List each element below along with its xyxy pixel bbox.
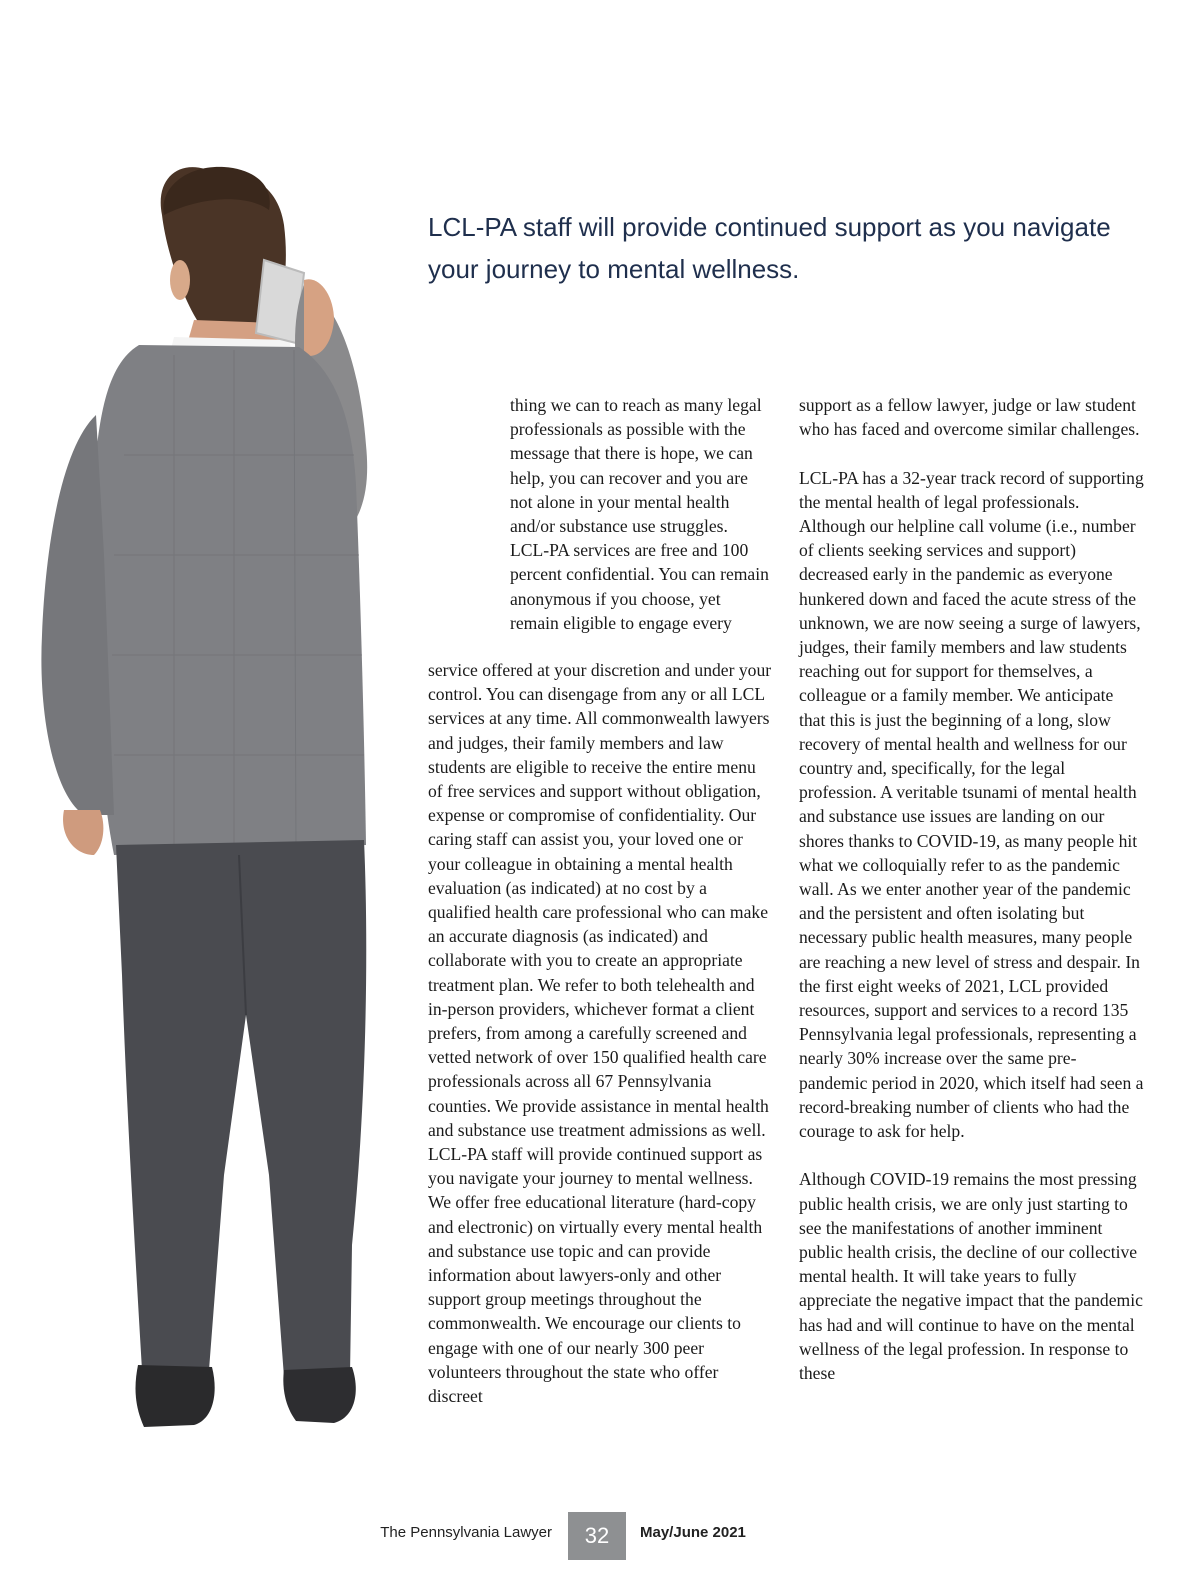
- column1-body-text: service offered at your discretion and under your control. You can disengage from any or all LCL services at any time. All commonwealth lawyers and judges, their family members and law students are eligible to receive the entire menu of free services and support without obligation, expense or compromise of confidentiality. Our caring staff can assist you, your loved one or your colleague in obtaining a mental health evaluation (as indicated) at no cost by a qualified health care professional who can make an accurate diagnosis (as indicated) and collaborate with you to create an appropriate treatment plan. We refer to both telehealth and in-person providers, whichever format a client prefers, from among a carefully screened and vetted network of over 150 qualified health care professionals across all 67 Pennsylvania counties. We provide assistance in mental health and substance use treatment admissions as well. LCL-PA staff will provide continued support as you navigate your journey to mental wellness. We offer free educational literature (hard-copy and electronic) on virtually every mental health and substance use topic and can provide information about lawyers-only and other support group meetings throughout the commonwealth. We encourage our clients to engage with one of our nearly 300 peer volunteers throughout the state who offer discreet: [428, 660, 772, 1407]
- pull-quote: LCL-PA staff will provide continued support as you navigate your journey to mental wellness.: [428, 212, 1111, 284]
- man-on-phone-illustration: [34, 155, 374, 1445]
- column2-paragraph-1: support as a fellow lawyer, judge or law student who has faced and overcome similar challenges.: [799, 395, 1140, 440]
- page-number: 32: [568, 1512, 626, 1560]
- column2: [799, 393, 1144, 1409]
- issue-date: May/June 2021: [640, 1524, 746, 1541]
- column2-paragraph-3: Although COVID-19 remains the most pressing public health crisis, we are only just starting to see the manifestations of another imminent public health crisis, the decline of our collective mental health. It will take years to fully appreciate the negative impact that the pandemic has had and will continue to have on the mental wellness of the legal profession. In response to these: [799, 1169, 1143, 1384]
- page-footer: [0, 1512, 1200, 1560]
- column1-indented-text: thing we can to reach as many legal professionals as possible with the message that there is hope, we can help, you can recover and you are not alone in your mental health and/or substance use struggles. LCL-PA services are free and 100 percent confidential. You can remain anonymous if you choose, yet remain eligible to engage every: [510, 395, 769, 633]
- publication-name: The Pennsylvania Lawyer: [380, 1524, 552, 1541]
- column2-paragraph-2: LCL-PA has a 32-year track record of supporting the mental health of legal professionals. Although our helpline call volume (i.e., number of clients seeking services and support) decreased early in the pandemic as everyone hunkered down and faced the acute stress of the unknown, we are now seeing a surge of lawyers, judges, their family members and law students reaching out for support for themselves, a colleague or a family member. We anticipate that this is just the beginning of a long, slow recovery of mental health and wellness for our country and, specifically, for the legal profession. A veritable tsunami of mental health and substance use issues are landing on our shores thanks to COVID-19, as many people hit what we colloquially refer to as the pandemic wall. As we enter another year of the pandemic and the persistent and often isolating but necessary public health measures, many people are reaching a new level of stress and despair. In the first eight weeks of 2021, LCL provided resources, support and services to a record 135 Pennsylvania legal professionals, representing a nearly 30% increase over the same pre-pandemic period in 2020, which itself had seen a record-breaking number of clients who had the courage to ask for help.: [799, 467, 1144, 1142]
